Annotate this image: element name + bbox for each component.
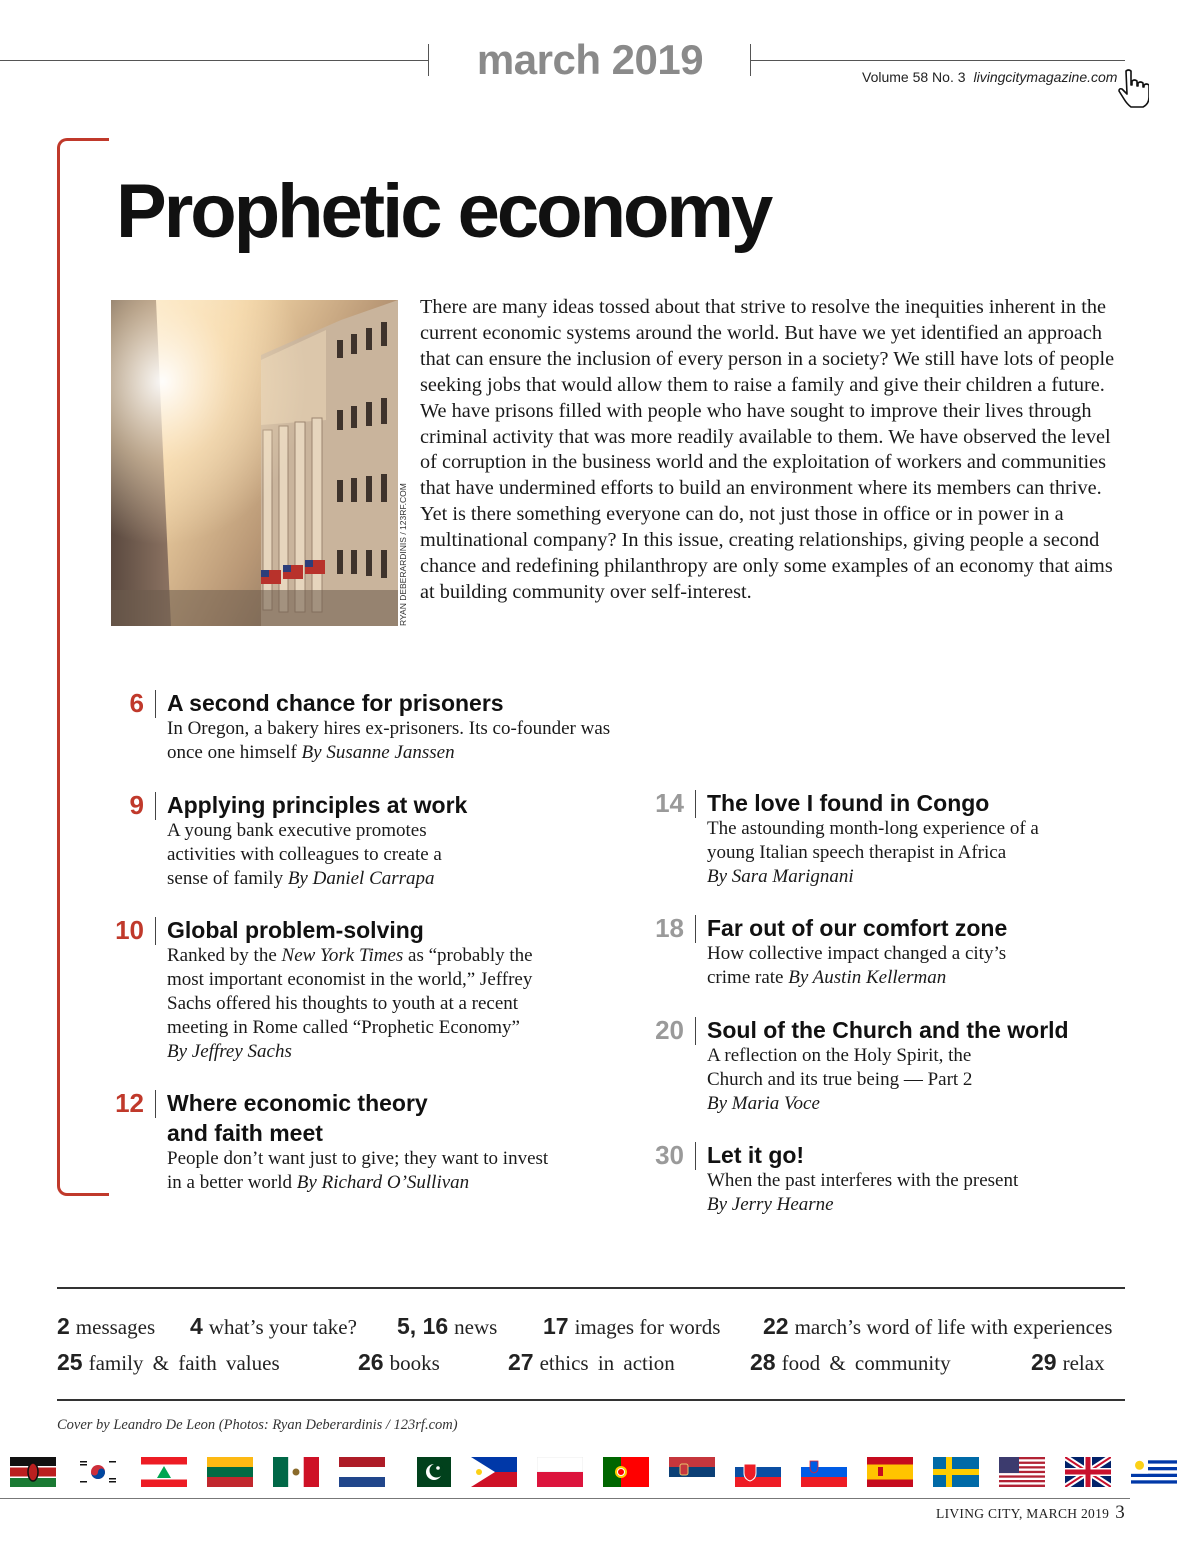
toc-page-number: 14 bbox=[655, 788, 684, 818]
issue-month: march 2019 bbox=[476, 36, 704, 83]
department-page: 4 bbox=[190, 1313, 203, 1339]
toc-title[interactable]: Let it go! bbox=[707, 1142, 805, 1168]
portugal-flag-icon bbox=[603, 1457, 649, 1487]
department-page: 2 bbox=[57, 1313, 70, 1339]
toc-page-number: 9 bbox=[129, 790, 144, 820]
department-label: messages bbox=[75, 1315, 156, 1339]
toc-desc-text: as “probably the most important economist in the world,” Jeffrey Sachs offered his thoughts to youth at a recent meeting in Rome called “Prophetic Economy” bbox=[167, 945, 533, 1038]
department-item[interactable] bbox=[763, 1313, 1112, 1340]
volume-number: Volume 58 No. 3 bbox=[862, 69, 966, 85]
header-tick-left bbox=[428, 44, 429, 76]
department-page: 27 bbox=[508, 1349, 534, 1375]
footer-label: LIVING CITY, MARCH 2019 bbox=[936, 1506, 1110, 1521]
uruguay-flag-icon bbox=[1131, 1457, 1177, 1487]
department-item[interactable] bbox=[750, 1349, 951, 1376]
toc-description bbox=[707, 1169, 1107, 1217]
toc-desc-text: People don’t want just to give; they want to invest in a better world bbox=[167, 1148, 549, 1193]
toc-desc-text: A reflection on the Holy Spirit, the Church and its true being — Part 2 bbox=[707, 1045, 973, 1090]
toc-author: By Austin Kellerman bbox=[788, 967, 947, 988]
philippines-flag-icon bbox=[471, 1457, 517, 1487]
department-label: what’s your take? bbox=[208, 1315, 357, 1339]
department-label: books bbox=[389, 1351, 440, 1375]
toc-author: By Jerry Hearne bbox=[707, 1194, 834, 1215]
department-page: 29 bbox=[1031, 1349, 1057, 1375]
volume-info bbox=[862, 69, 1117, 85]
department-label: relax bbox=[1062, 1351, 1105, 1375]
toc-desc-text: In Oregon, a bakery hires ex-prisoners. Its co-founder was once one himself bbox=[167, 718, 611, 763]
toc-author: By Sara Marignani bbox=[707, 866, 854, 887]
toc-author: By Richard O’Sullivan bbox=[296, 1172, 470, 1193]
department-page: 5, 16 bbox=[397, 1313, 449, 1339]
toc-title[interactable]: Global problem-solving bbox=[167, 917, 424, 943]
toc-title[interactable]: The love I found in Congo bbox=[707, 790, 990, 816]
toc-page-number: 10 bbox=[115, 915, 144, 945]
header-rule-right bbox=[750, 60, 1125, 61]
spain-flag-icon bbox=[867, 1457, 913, 1487]
toc-title[interactable]: A second chance for prisoners bbox=[167, 690, 504, 716]
page-footer bbox=[936, 1502, 1125, 1524]
toc-desc-publication: New York Times bbox=[281, 945, 404, 966]
pointer-hand-icon[interactable] bbox=[1117, 68, 1149, 110]
toc-page-number: 20 bbox=[655, 1015, 684, 1045]
toc-title-line: Where economic theory bbox=[167, 1090, 428, 1116]
south-korea-flag-icon bbox=[75, 1457, 121, 1487]
toc-divider bbox=[155, 1090, 156, 1118]
toc-author: By Daniel Carrapa bbox=[287, 868, 435, 889]
cover-credit: Cover by Leandro De Leon (Photos: Ryan Deberardinis / 123rf.com) bbox=[57, 1417, 458, 1433]
toc-author: By Susanne Janssen bbox=[301, 742, 455, 763]
toc-title[interactable]: Far out of our comfort zone bbox=[707, 915, 1008, 941]
stock-exchange-photo bbox=[111, 300, 398, 626]
kenya-flag-icon bbox=[10, 1457, 56, 1487]
pakistan-flag-icon bbox=[405, 1457, 451, 1487]
toc-divider bbox=[695, 1142, 696, 1170]
red-bracket bbox=[57, 138, 109, 1196]
toc-desc-text: A young bank executive promotes activities with colleagues to create a sense of family bbox=[167, 820, 442, 889]
toc-page-number: 30 bbox=[655, 1140, 684, 1170]
toc-desc-text: Ranked by the bbox=[167, 945, 277, 966]
department-label: ethics in action bbox=[539, 1351, 675, 1375]
slovakia-flag-icon bbox=[735, 1457, 781, 1487]
toc-page-number: 6 bbox=[129, 688, 144, 718]
usa-flag-icon bbox=[999, 1457, 1045, 1487]
toc-description bbox=[167, 819, 467, 891]
department-page: 25 bbox=[57, 1349, 83, 1375]
departments-bottom-rule bbox=[57, 1399, 1125, 1401]
slovenia-flag-icon bbox=[801, 1457, 847, 1487]
page-title: Prophetic economy bbox=[116, 169, 771, 254]
uk-flag-icon bbox=[1065, 1457, 1111, 1487]
department-item[interactable] bbox=[1031, 1349, 1105, 1376]
sweden-flag-icon bbox=[933, 1457, 979, 1487]
poland-flag-icon bbox=[537, 1457, 583, 1487]
toc-page-number: 18 bbox=[655, 913, 684, 943]
toc-author: By Maria Voce bbox=[707, 1093, 820, 1114]
department-page: 28 bbox=[750, 1349, 776, 1375]
lebanon-flag-icon bbox=[141, 1457, 187, 1487]
department-item[interactable] bbox=[57, 1349, 280, 1376]
toc-divider bbox=[695, 915, 696, 943]
netherlands-flag-icon bbox=[339, 1457, 385, 1487]
toc-divider bbox=[695, 1017, 696, 1045]
department-page: 26 bbox=[358, 1349, 384, 1375]
department-label: food & community bbox=[781, 1351, 951, 1375]
department-item[interactable] bbox=[57, 1313, 155, 1340]
photo-credit: RYAN DEBERARDINIS / 123RF.COM bbox=[398, 483, 408, 626]
footer-page-number: 3 bbox=[1115, 1502, 1125, 1523]
toc-divider bbox=[155, 917, 156, 945]
toc-description bbox=[167, 944, 567, 1064]
department-item[interactable] bbox=[397, 1313, 497, 1340]
toc-description bbox=[167, 717, 617, 765]
department-item[interactable] bbox=[543, 1313, 720, 1340]
toc-title[interactable]: Applying principles at work bbox=[167, 792, 468, 818]
department-label: family & faith values bbox=[88, 1351, 280, 1375]
lithuania-flag-icon bbox=[207, 1457, 253, 1487]
toc-desc-text: The astounding month-long experience of a young Italian speech therapist in Africa bbox=[707, 818, 1039, 863]
toc-desc-text: How collective impact changed a city’s crime rate bbox=[707, 943, 1007, 988]
intro-text: There are many ideas tossed about that strive to resolve the inequities inherent in the current economic systems around the world. But have we yet identified an approach that can ensure the inclusion of every person in a society? We still have lots of people seeking jobs that would allow them to raise a family and give their children a future. We have prisons filled with people who have sought to improve their lives through criminal activity that was more readily available to them. We have observed the level of corruption in the business world and the exploitation of workers and communities that have undermined efforts to build an environment where its members can thrive. Yet is there something everyone can do, not just those in office or in power in a multinational company? In this issue, creating relationships, giving people a second chance and redefining philanthropy are only some examples of an economy that aims at building community over self-interest. bbox=[420, 296, 1115, 603]
toc-title[interactable]: Soul of the Church and the world bbox=[707, 1017, 1069, 1043]
toc-description bbox=[707, 1044, 1007, 1116]
toc-title-line: and faith meet bbox=[167, 1120, 323, 1146]
toc-description bbox=[707, 942, 1047, 990]
footer-rule bbox=[0, 1498, 1130, 1499]
department-label: news bbox=[454, 1315, 498, 1339]
toc-divider bbox=[155, 690, 156, 718]
toc-title[interactable] bbox=[167, 1088, 428, 1148]
toc-description bbox=[707, 817, 1077, 889]
department-page: 22 bbox=[763, 1313, 789, 1339]
toc-description bbox=[167, 1147, 567, 1195]
website-link[interactable]: livingcitymagazine.com bbox=[973, 69, 1118, 85]
department-item[interactable] bbox=[190, 1313, 357, 1340]
toc-divider bbox=[155, 792, 156, 820]
toc-divider bbox=[695, 790, 696, 818]
serbia-flag-icon bbox=[669, 1457, 715, 1487]
header-rule-left bbox=[0, 60, 428, 61]
departments-top-rule bbox=[57, 1287, 1125, 1289]
department-page: 17 bbox=[543, 1313, 569, 1339]
toc-author: By Jeffrey Sachs bbox=[167, 1041, 292, 1062]
department-label: march’s word of life with experiences bbox=[794, 1315, 1113, 1339]
toc-desc-text: When the past interferes with the present bbox=[707, 1170, 1019, 1191]
department-label: images for words bbox=[574, 1315, 721, 1339]
department-item[interactable] bbox=[358, 1349, 440, 1376]
mexico-flag-icon bbox=[273, 1457, 319, 1487]
department-item[interactable] bbox=[508, 1349, 675, 1376]
toc-page-number: 12 bbox=[115, 1088, 144, 1118]
